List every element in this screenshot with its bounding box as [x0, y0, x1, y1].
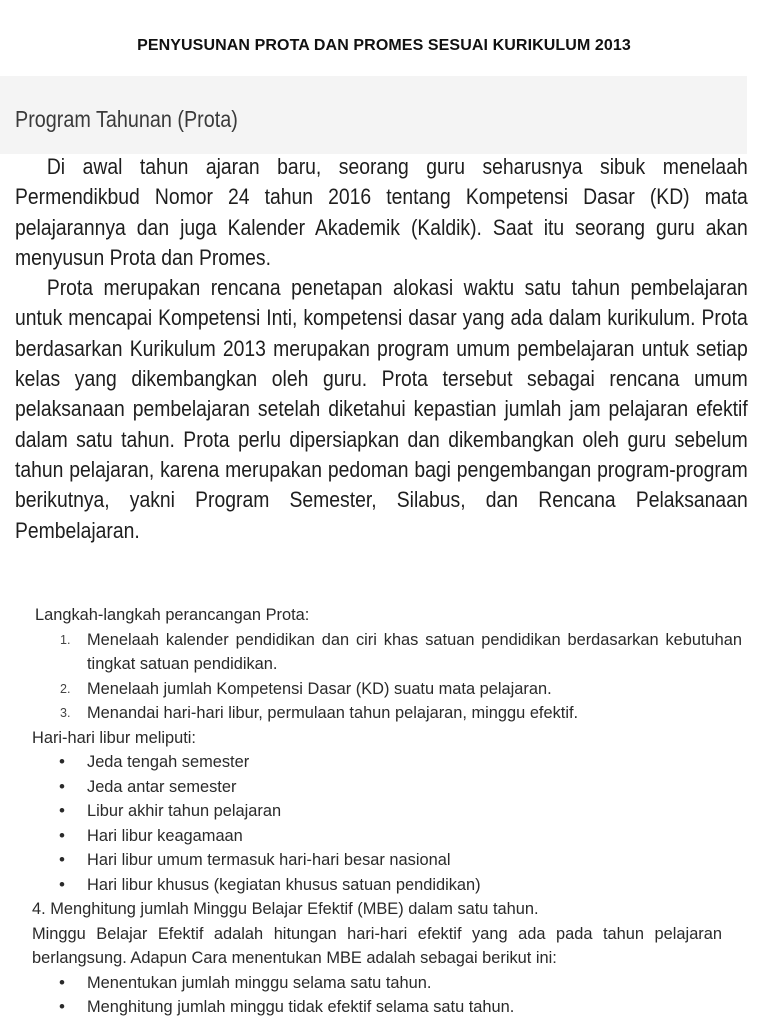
list-item	[35, 628, 742, 677]
bullet-icon: •	[59, 752, 65, 771]
list-item	[35, 848, 742, 873]
steps-list	[35, 628, 742, 726]
section-heading: Program Tahunan (Prota)	[15, 106, 238, 132]
steps-intro: Langkah-langkah perancangan Prota:	[35, 606, 310, 624]
list-item-number: 3.	[60, 706, 71, 720]
list-item	[35, 873, 742, 898]
steps-section	[32, 603, 742, 1020]
list-item-text: Hari libur khusus (kegiatan khusus satuan pendidikan)	[87, 875, 481, 894]
paragraph-prota-definition: Prota merupakan rencana penetapan alokasi waktu satu tahun pembelajaran untuk mencapai Kompetensi Inti, kompetensi dasar yang ada dalam kurikulum. Prota berdasarkan Kurikulum 2013 merupakan program umum pembelajaran untuk setiap kelas yang dikembangkan oleh guru. Prota tersebut sebagai rencana umum pelaksanaan pembelajaran setelah diketahui kepastian jumlah jam pelajaran efektif dalam satu tahun. Prota perlu dipersiapkan dan dikembangkan oleh guru sebelum tahun pelajaran, karena merupakan pedoman bagi pengembangan program-program berikutnya, yakni Program Semester, Silabus, dan Rencana Pelaksanaan Pembelajaran.	[15, 275, 748, 543]
list-item	[35, 995, 742, 1020]
list-item-number: 1.	[60, 632, 71, 647]
mbe-paragraph: Minggu Belajar Efektif adalah hitungan hari-hari efektif yang ada pada tahun pelajaran berlangsung. Adapun Cara menentukan MBE adalah sebagai berikut ini:	[32, 924, 722, 967]
list-item-text: Menandai hari-hari libur, permulaan tahun pelajaran, minggu efektif.	[87, 704, 579, 722]
list-item-text: Menelaah jumlah Kompetensi Dasar (KD) suatu mata pelajaran.	[87, 679, 552, 698]
list-item	[35, 677, 742, 702]
list-item	[35, 775, 742, 800]
list-item	[35, 971, 742, 996]
list-item-text: Menelaah kalender pendidikan dan ciri khas satuan pendidikan berdasarkan kebutuhan tingkat satuan pendidikan.	[87, 630, 742, 673]
document-title: PENYUSUNAN PROTA DAN PROMES SESUAI KURIKULUM 2013	[137, 37, 631, 54]
step-four: 4. Menghitung jumlah Minggu Belajar Efektif (MBE) dalam satu tahun.	[32, 900, 539, 918]
list-item	[35, 824, 742, 849]
list-item-text: Hari libur keagamaan	[87, 826, 243, 845]
bullet-icon: •	[59, 850, 65, 869]
list-item-text: Menentukan jumlah minggu selama satu tahun.	[87, 973, 432, 992]
list-item	[35, 799, 742, 824]
list-item-text: Libur akhir tahun pelajaran	[87, 802, 282, 820]
holidays-intro: Hari-hari libur meliputi:	[32, 728, 196, 747]
body-text	[15, 152, 748, 546]
bullet-icon: •	[59, 972, 65, 992]
bullet-icon: •	[59, 776, 65, 796]
list-item	[35, 750, 742, 775]
paragraph-intro: Di awal tahun ajaran baru, seorang guru seharusnya sibuk menelaah Permendikbud Nomor 24 tahun 2016 tentang Kompetensi Dasar (KD) mata pelajarannya dan juga Kalender Akademik (Kaldik). Saat itu seorang guru akan menyusun Prota dan Promes.	[15, 154, 748, 270]
list-item	[35, 701, 742, 726]
list-item-text: Hari libur umum termasuk hari-hari besar nasional	[87, 851, 451, 869]
bullet-icon: •	[59, 825, 65, 845]
list-item-text: Menghitung jumlah minggu tidak efektif selama satu tahun.	[87, 998, 515, 1016]
bullet-icon: •	[59, 997, 65, 1016]
mbe-steps-list	[35, 971, 742, 1020]
bullet-icon: •	[59, 801, 65, 820]
holidays-list	[35, 750, 742, 897]
list-item-text: Jeda tengah semester	[87, 753, 250, 771]
list-item-text: Jeda antar semester	[87, 777, 237, 796]
list-item-number: 2.	[60, 681, 71, 696]
bullet-icon: •	[59, 874, 65, 894]
